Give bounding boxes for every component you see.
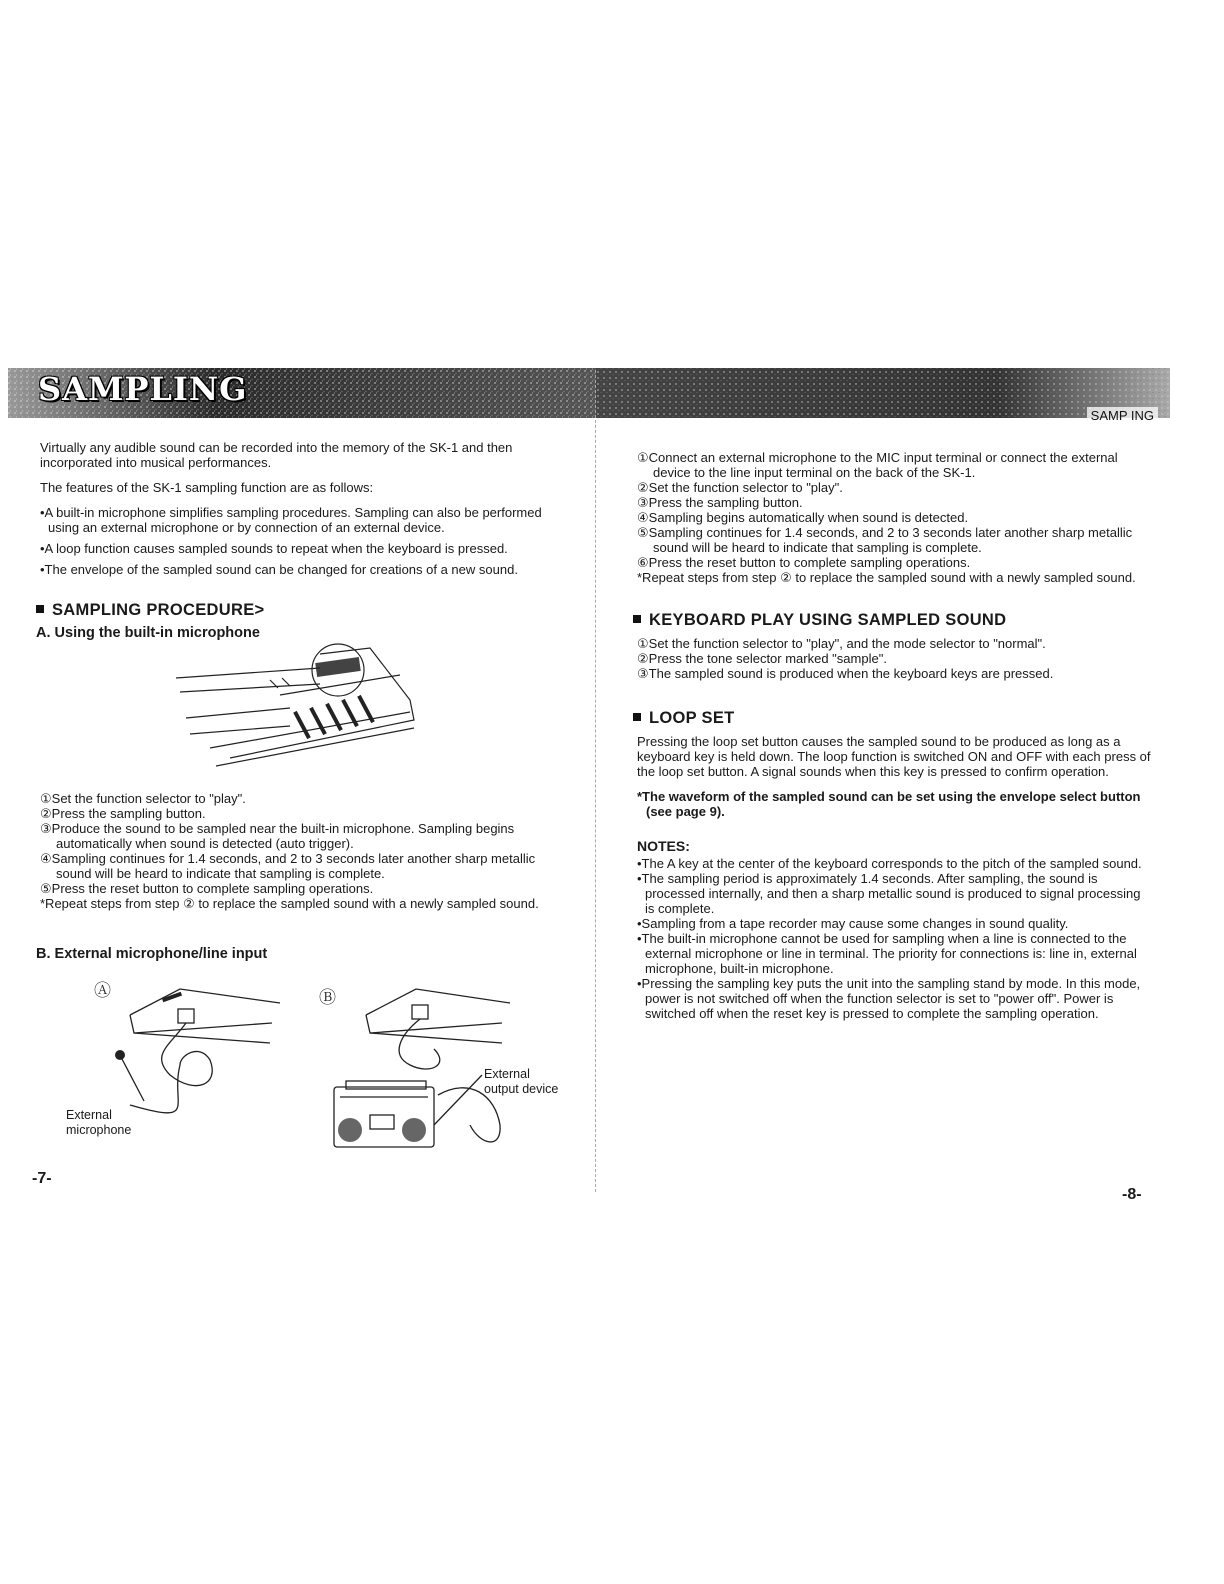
page-number-left: -7- (32, 1170, 52, 1187)
step-item: ①Connect an external microphone to the MIC input terminal or connect the external device to the line input terminal on the back of the SK-1. (637, 450, 1118, 480)
page-divider (595, 370, 596, 1192)
step-item: ③The sampled sound is produced when the keyboard keys are pressed. (637, 666, 1054, 681)
figure-a-letter: Ⓐ (94, 981, 111, 1001)
loop-set-heading (633, 711, 1151, 726)
external-mic-illustration (100, 985, 300, 1125)
page-number-right: -8- (1122, 1186, 1142, 1203)
header-tag: SAMP ING (1087, 407, 1158, 424)
features-intro: The features of the SK-1 sampling function are as follows: (40, 480, 374, 495)
step-note: *Repeat steps from step ② to replace the sampled sound with a newly sampled sound. (637, 570, 1136, 585)
sub-heading-a: A. Using the built-in microphone (36, 625, 260, 641)
feature-item: •The envelope of the sampled sound can be changed for creations of a new sound. (40, 562, 518, 577)
step-item: ②Press the sampling button. (40, 806, 206, 821)
banner-texture-right (596, 364, 1170, 426)
square-bullet-icon (633, 615, 641, 623)
procedure-heading (36, 603, 552, 618)
step-item: ⑥Press the reset button to complete sampling operations. (637, 555, 971, 570)
step-item: ①Set the function selector to "play". (40, 791, 246, 806)
step-item: ①Set the function selector to "play", and the mode selector to "normal". (637, 636, 1046, 651)
label-external-microphone: External microphone (66, 1108, 132, 1137)
step-item: ⑤Press the reset button to complete sampling operations. (40, 881, 374, 896)
step-item: ④Sampling begins automatically when sound is detected. (637, 510, 969, 525)
keyboard-builtin-mic-illustration (170, 640, 430, 775)
keyboard-play-heading (633, 613, 1151, 628)
header-banner-right (596, 364, 1170, 426)
note-item: •Pressing the sampling key puts the unit into the sampling stand by mode. In this mode, power is not switched off when the function selector is set to "power off". Power is switched off when the reset key is pressed to complete the sampling operation. (637, 976, 1141, 1021)
procedure-heading-text: SAMPLING PROCEDURE> (52, 601, 265, 619)
right-column (637, 450, 1151, 1021)
sub-heading-b: B. External microphone/line input (36, 946, 268, 962)
intro-paragraph: Virtually any audible sound can be recorded into the memory of the SK-1 and then incorporated into musical performances. (40, 440, 513, 470)
note-item: •The A key at the center of the keyboard corresponds to the pitch of the sampled sound. (637, 856, 1142, 871)
header-banner-left (8, 364, 598, 426)
label-external-output-device: External output device (484, 1067, 559, 1096)
step-item: ③Produce the sound to be sampled near the built-in microphone. Sampling begins automatically when sound is detected (auto trigger). (40, 821, 515, 851)
square-bullet-icon (36, 605, 44, 613)
loop-set-heading-text: LOOP SET (649, 709, 735, 727)
step-item: ④Sampling continues for 1.4 seconds, and 2 to 3 seconds later another sharp metallic sound will be heard to indicate that sampling is complete. (40, 851, 536, 881)
step-item: ②Set the function selector to "play". (637, 480, 843, 495)
step-item: ②Press the tone selector marked "sample". (637, 651, 887, 666)
notes-heading: NOTES: (637, 838, 690, 854)
feature-item: •A loop function causes sampled sounds to repeat when the keyboard is pressed. (40, 541, 508, 556)
figure-b-letter: Ⓑ (319, 988, 336, 1008)
note-item: •The sampling period is approximately 1.4 seconds. After sampling, the sound is processed internally, and then a sharp metallic sound is produced to signal processing is complete. (637, 871, 1141, 916)
feature-item: •A built-in microphone simplifies sampling procedures. Sampling can also be performed using an external microphone or by connection of an external device. (40, 505, 542, 535)
keyboard-play-heading-text: KEYBOARD PLAY USING SAMPLED SOUND (649, 611, 1007, 629)
loop-note: *The waveform of the sampled sound can be set using the envelope select button (see page 9). (637, 789, 1141, 819)
step-item: ⑤Sampling continues for 1.4 seconds, and 2 to 3 seconds later another sharp metallic sound will be heard to indicate that sampling is complete. (637, 525, 1133, 555)
step-item: ③Press the sampling button. (637, 495, 803, 510)
page-title: SAMPLING (38, 370, 248, 408)
loop-paragraph: Pressing the loop set button causes the sampled sound to be produced as long as a keyboard key is held down. The loop function is switched ON and OFF with each press of the loop set button. A signal sounds when this key is pressed to confirm operation. (637, 734, 1151, 779)
step-note: *Repeat steps from step ② to replace the sampled sound with a newly sampled sound. (40, 896, 539, 911)
square-bullet-icon (633, 713, 641, 721)
section-spacer (40, 911, 552, 947)
note-item: •Sampling from a tape recorder may cause some changes in sound quality. (637, 916, 1069, 931)
note-item: •The built-in microphone cannot be used for sampling when a line is connected to the external microphone or line in terminal. The priority for connections is: line in, external microphone, built-in microphone. (637, 931, 1137, 976)
